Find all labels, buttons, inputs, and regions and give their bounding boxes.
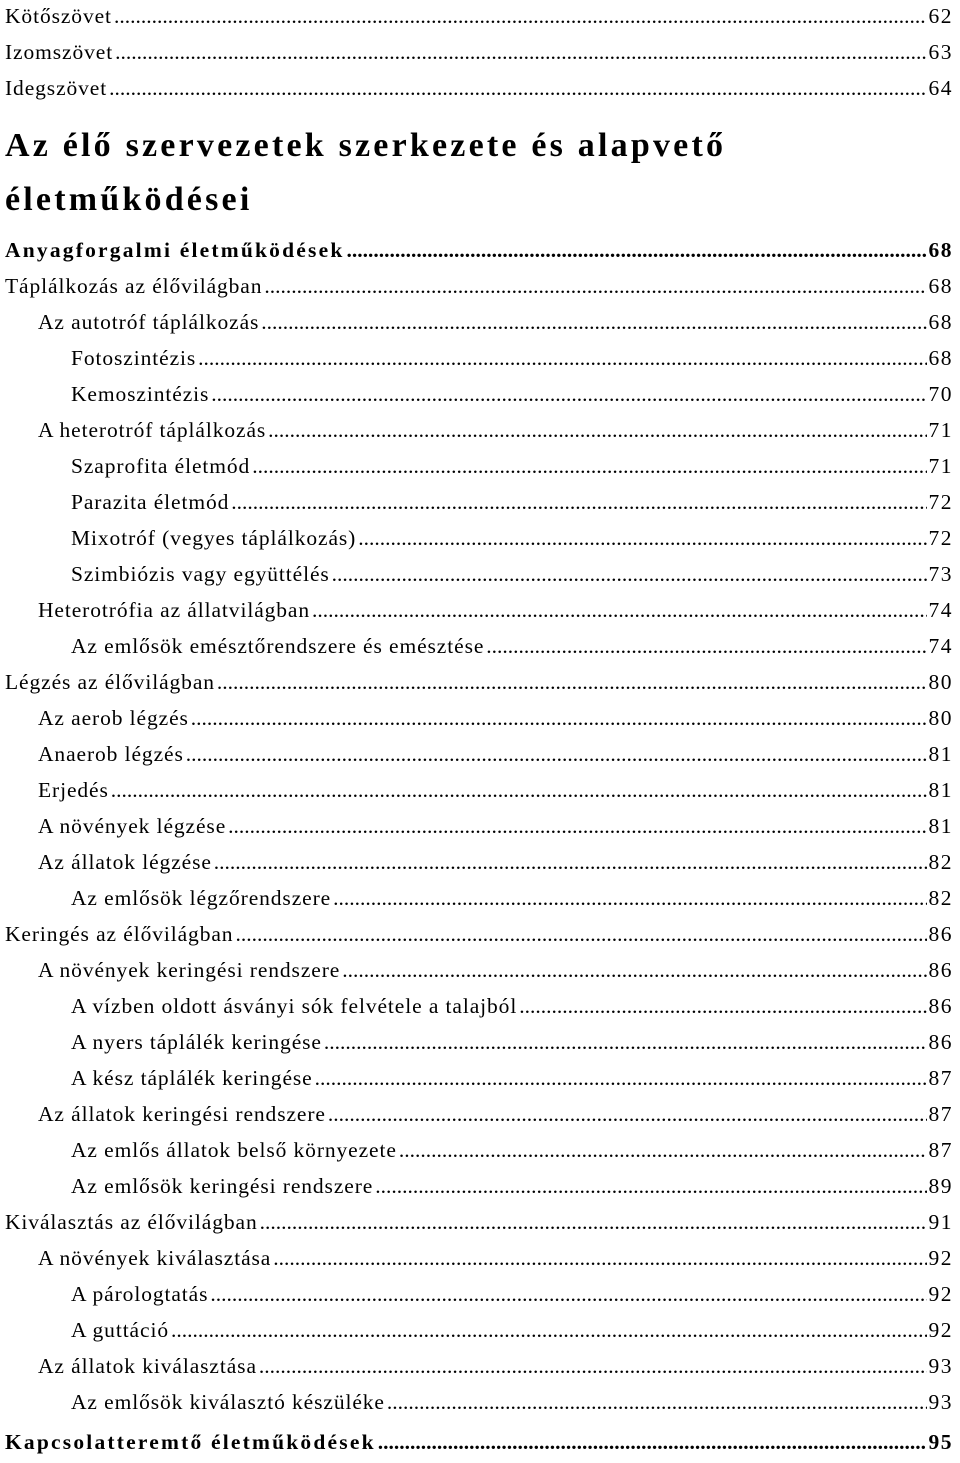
toc-entry[interactable] <box>0 1024 953 1060</box>
toc-entry[interactable] <box>0 772 953 808</box>
toc-entry[interactable] <box>0 484 953 520</box>
toc-entry-page-number: 87 <box>928 1138 953 1162</box>
toc-entry[interactable] <box>0 556 953 592</box>
dot-leader <box>235 916 926 952</box>
toc-entry-title: A vízben oldott ásványi sók felvétele a talajból <box>71 994 518 1018</box>
toc-entry[interactable] <box>0 952 953 988</box>
dot-leader <box>332 556 927 592</box>
toc-entry-title: Kemoszintézis <box>71 382 210 406</box>
toc-entry[interactable] <box>0 1060 953 1096</box>
toc-entry[interactable] <box>0 592 953 628</box>
toc-entry[interactable] <box>0 1276 953 1312</box>
dot-leader <box>186 736 927 772</box>
toc-entry[interactable] <box>0 232 953 268</box>
dot-leader <box>375 1168 926 1204</box>
toc-entry-title: Anyagforgalmi életműködések <box>5 238 345 262</box>
toc-entry-page-number: 82 <box>928 850 953 874</box>
dot-leader <box>312 592 926 628</box>
toc-entry-title: Erjedés <box>38 778 109 802</box>
toc-entry-title: Az aerob légzés <box>38 706 189 730</box>
toc-entry-title: Keringés az élővilágban <box>5 922 234 946</box>
toc-entry[interactable] <box>0 664 953 700</box>
toc-entry[interactable] <box>0 808 953 844</box>
toc-entry[interactable] <box>0 1132 953 1168</box>
toc-entry-title: Az emlősök keringési rendszere <box>71 1174 374 1198</box>
toc-entry-page-number: 64 <box>928 76 953 100</box>
toc-entry-title: Kiválasztás az élővilágban <box>5 1210 258 1234</box>
dot-leader <box>387 1384 927 1420</box>
toc-entry[interactable] <box>0 1204 953 1240</box>
toc-entry[interactable] <box>0 700 953 736</box>
toc-entry-page-number: 93 <box>928 1390 953 1414</box>
toc-entry[interactable] <box>0 1348 953 1384</box>
toc-entry-title: A heterotróf táplálkozás <box>38 418 267 442</box>
toc-entry-title: A guttáció <box>71 1318 169 1342</box>
toc-entry[interactable] <box>0 1240 953 1276</box>
toc-entry-page-number: 89 <box>928 1174 953 1198</box>
toc-entry-title: Szimbiózis vagy együttélés <box>71 562 330 586</box>
dot-leader <box>228 808 926 844</box>
toc-entry-title: A növények kiválasztása <box>38 1246 272 1270</box>
toc-entry-title: A növények keringési rendszere <box>38 958 341 982</box>
toc-entry-page-number: 86 <box>928 922 953 946</box>
toc-entry[interactable] <box>0 304 953 340</box>
dot-leader <box>342 952 926 988</box>
toc-entry-title: Táplálkozás az élővilágban <box>5 274 263 298</box>
toc-entry-title: Idegszövet <box>5 76 108 100</box>
toc-entry-title: Parazita életmód <box>71 490 230 514</box>
dot-leader <box>111 772 927 808</box>
dot-leader <box>109 70 926 106</box>
dot-leader <box>191 700 927 736</box>
toc-entry-title: Az állatok kiválasztása <box>38 1354 257 1378</box>
dot-leader <box>171 1312 927 1348</box>
toc-entry-page-number: 68 <box>928 274 953 298</box>
toc-entry-title: Az emlős állatok belső környezete <box>71 1138 397 1162</box>
toc-entry-title: A párologtatás <box>71 1282 209 1306</box>
dot-leader <box>346 232 926 268</box>
dot-leader <box>261 304 926 340</box>
toc-entry[interactable] <box>0 448 953 484</box>
toc-entry-page-number: 63 <box>928 40 953 64</box>
toc-entry-page-number: 80 <box>928 706 953 730</box>
toc-entry-page-number: 72 <box>928 526 953 550</box>
toc-entry[interactable] <box>0 0 953 34</box>
toc-entry[interactable] <box>0 1384 953 1420</box>
dot-leader <box>210 1276 926 1312</box>
dot-leader <box>486 628 926 664</box>
toc-entry-page-number: 70 <box>928 382 953 406</box>
toc-entry-page-number: 93 <box>928 1354 953 1378</box>
toc-entry-title: Fotoszintézis <box>71 346 197 370</box>
toc-entry[interactable] <box>0 1168 953 1204</box>
toc-entry-page-number: 92 <box>928 1246 953 1270</box>
toc-entry-page-number: 82 <box>928 886 953 910</box>
dot-leader <box>519 988 926 1024</box>
toc-entry-page-number: 71 <box>928 418 953 442</box>
toc-entry[interactable] <box>0 628 953 664</box>
toc-entry-page-number: 92 <box>928 1282 953 1306</box>
toc-entry-page-number: 72 <box>928 490 953 514</box>
toc-entry-page-number: 86 <box>928 1030 953 1054</box>
dot-leader <box>211 376 926 412</box>
toc-entry-title: Kapcsolatteremtő életműködések <box>5 1430 376 1454</box>
toc-entry-page-number: 91 <box>928 1210 953 1234</box>
toc-entry-title: Izomszövet <box>5 40 114 64</box>
toc-entry[interactable] <box>0 1312 953 1348</box>
toc-entry-title: Az autotróf táplálkozás <box>38 310 260 334</box>
toc-entry[interactable] <box>0 520 953 556</box>
toc-entry-title: Anaerob légzés <box>38 742 184 766</box>
toc-entry-title: Az emlősök kiválasztó készüléke <box>71 1390 385 1414</box>
toc-entry-title: Légzés az élővilágban <box>5 670 215 694</box>
toc-entry-page-number: 80 <box>928 670 953 694</box>
toc-entry-page-number: 95 <box>928 1430 953 1454</box>
toc-entry[interactable] <box>0 412 953 448</box>
dot-leader <box>114 0 927 34</box>
dot-leader <box>260 1204 927 1240</box>
section-heading-line-1: Az élő szervezetek szerkezete és alapvető <box>5 127 727 164</box>
dot-leader <box>315 1060 927 1096</box>
dot-leader <box>378 1424 927 1460</box>
dot-leader <box>252 448 926 484</box>
toc-entry-page-number: 87 <box>928 1102 953 1126</box>
toc-entry[interactable] <box>0 34 953 70</box>
toc-entry-page-number: 68 <box>928 238 953 262</box>
toc-entry[interactable] <box>0 736 953 772</box>
toc-entry-title: Az emlősök légzőrendszere <box>71 886 332 910</box>
toc-entry[interactable] <box>0 376 953 412</box>
dot-leader <box>273 1240 926 1276</box>
toc-entry[interactable] <box>0 70 953 106</box>
toc-entry-page-number: 68 <box>928 310 953 334</box>
dot-leader <box>268 412 926 448</box>
dot-leader <box>399 1132 927 1168</box>
toc-entry-page-number: 81 <box>928 778 953 802</box>
toc-entry[interactable] <box>0 844 953 880</box>
dot-leader <box>115 34 926 70</box>
toc-entry-title: A nyers táplálék keringése <box>71 1030 322 1054</box>
toc-entry-title: Az emlősök emésztőrendszere és emésztése <box>71 634 485 658</box>
toc-entry[interactable] <box>0 1424 953 1460</box>
dot-leader <box>264 268 926 304</box>
toc-entry-page-number: 86 <box>928 994 953 1018</box>
toc-entry[interactable] <box>0 268 953 304</box>
dot-leader <box>259 1348 927 1384</box>
toc-entry-page-number: 68 <box>928 346 953 370</box>
toc-entry-page-number: 86 <box>928 958 953 982</box>
section-heading-line-2: életműködései <box>5 181 253 218</box>
toc-entry-title: Az állatok légzése <box>38 850 212 874</box>
toc-entry[interactable] <box>0 1096 953 1132</box>
dot-leader <box>324 1024 927 1060</box>
toc-entry-page-number: 87 <box>928 1066 953 1090</box>
toc-entry-page-number: 92 <box>928 1318 953 1342</box>
toc-entry-title: Szaprofita életmód <box>71 454 251 478</box>
dot-leader <box>328 1096 927 1132</box>
toc-entry-title: A kész táplálék keringése <box>71 1066 313 1090</box>
toc-entry-title: Kötőszövet <box>5 4 112 28</box>
toc-entry-page-number: 71 <box>928 454 953 478</box>
dot-leader <box>231 484 926 520</box>
toc-entry-page-number: 81 <box>928 814 953 838</box>
dot-leader <box>333 880 926 916</box>
toc-entry-page-number: 81 <box>928 742 953 766</box>
dot-leader <box>358 520 926 556</box>
toc-entry-page-number: 62 <box>928 4 953 28</box>
toc-entry-title: A növények légzése <box>38 814 227 838</box>
toc-entry[interactable] <box>0 340 953 376</box>
toc-entry-page-number: 74 <box>928 634 953 658</box>
toc-entry-page-number: 73 <box>928 562 953 586</box>
toc-entry-title: Mixotróf (vegyes táplálkozás) <box>71 526 357 550</box>
toc-entry-title: Az állatok keringési rendszere <box>38 1102 326 1126</box>
dot-leader <box>198 340 926 376</box>
toc-entry-page-number: 74 <box>928 598 953 622</box>
toc-entry[interactable] <box>0 988 953 1024</box>
toc-entry-title: Heterotrófia az állatvilágban <box>38 598 311 622</box>
dot-leader <box>214 844 927 880</box>
dot-leader <box>217 664 927 700</box>
toc-entry[interactable] <box>0 880 953 916</box>
toc-entry[interactable] <box>0 916 953 952</box>
